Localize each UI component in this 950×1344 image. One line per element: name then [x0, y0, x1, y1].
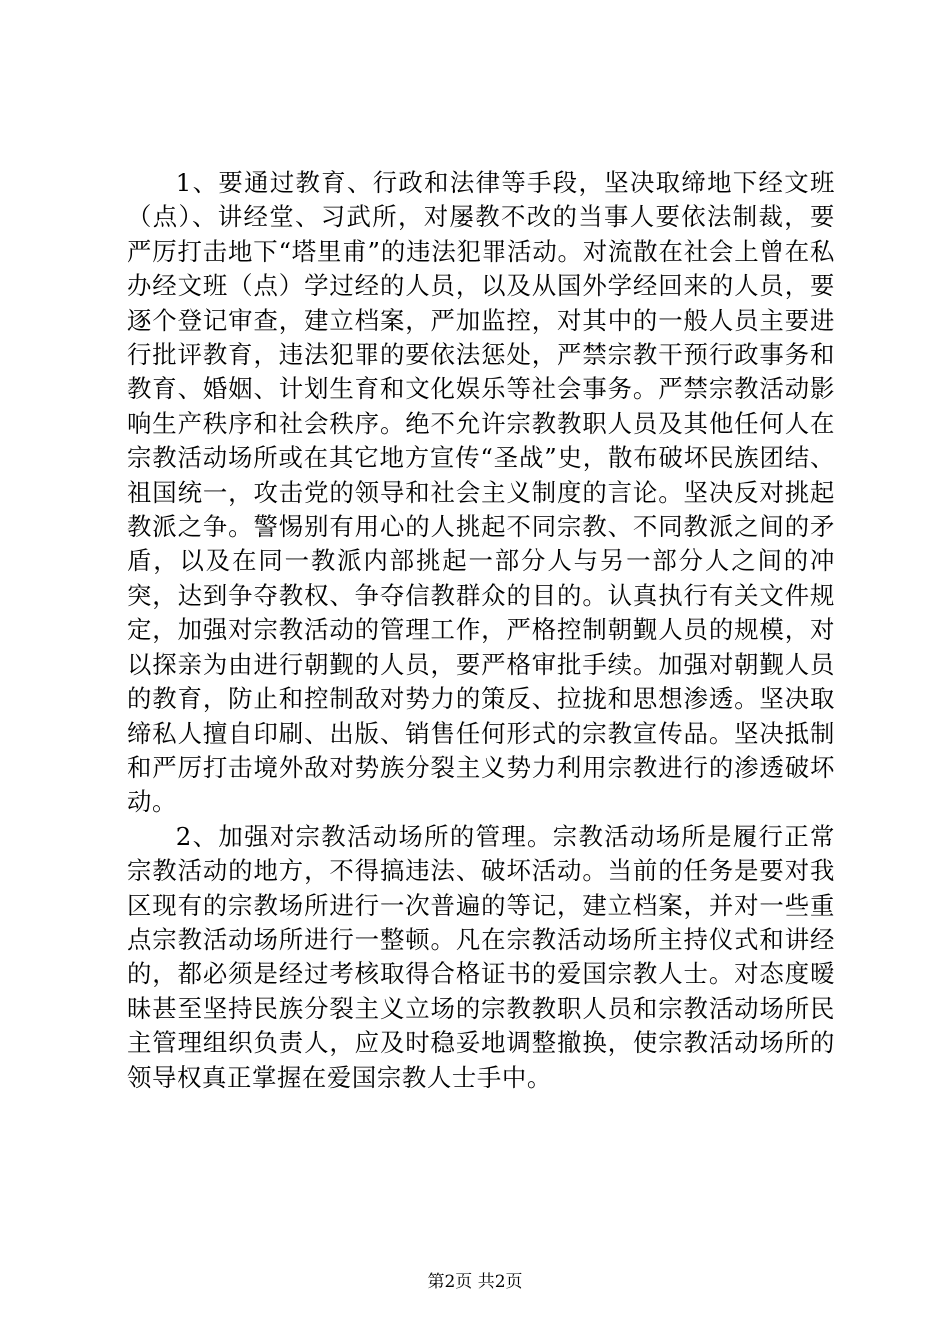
paragraph-1: 1、要通过教育、行政和法律等手段，坚决取缔地下经文班（点）、讲经堂、习武所，对屡教不改的当事人要依法制裁，要严厉打击地下“塔里甫”的违法犯罪活动。对流散在社会上曾在私办经文班（点）学过经的人员，以及从国外学经回来的人员，要逐个登记审查，建立档案，严加监控，对其中的一般人员主要进行批评教育，违法犯罪的要依法惩处，严禁宗教干预行政事务和教育、婚姻、计划生育和文化娱乐等社会事务。严禁宗教活动影响生产秩序和社会秩序。绝不允许宗教教职人员及其他任何人在宗教活动场所或在其它地方宣传“圣战”史，散布破坏民族团结、祖国统一，攻击党的领导和社会主义制度的言论。坚决反对挑起教派之争。警惕别有用心的人挑起不同宗教、不同教派之间的矛盾，以及在同一教派内部挑起一部分人与另一部分人之间的冲突，达到争夺教权、争夺信教群众的目的。认真执行有关文件规定，加强对宗教活动的管理工作，严格控制朝觐人员的规模，对以探亲为由进行朝觐的人员，要严格审批手续。加强对朝觐人员的教育，防止和控制敌对势力的策反、拉拢和思想渗透。坚决取缔私人擅自印刷、出版、销售任何形式的宗教宣传品。坚决抵制和严厉打击境外敌对势族分裂主义势力利用宗教进行的渗透破坏动。	[127, 168, 835, 817]
document-body	[127, 166, 835, 1095]
paragraph-2: 2、加强对宗教活动场所的管理。宗教活动场所是履行正常宗教活动的地方，不得搞违法、破坏活动。当前的任务是要对我区现有的宗教场所进行一次普遍的等记，建立档案，并对一些重点宗教活动场所进行一整顿。凡在宗教活动场所主持仪式和讲经的，都必须是经过考核取得合格证书的爱国宗教人士。对态度暧昧甚至坚持民族分裂主义立场的宗教教职人员和宗教活动场所民主管理组织负责人，应及时稳妥地调整撤换，使宗教活动场所的领导权真正掌握在爱国宗教人士手中。	[127, 821, 835, 1092]
page-footer	[0, 1271, 950, 1293]
page-number-label: 第2页 共2页	[427, 1272, 523, 1292]
